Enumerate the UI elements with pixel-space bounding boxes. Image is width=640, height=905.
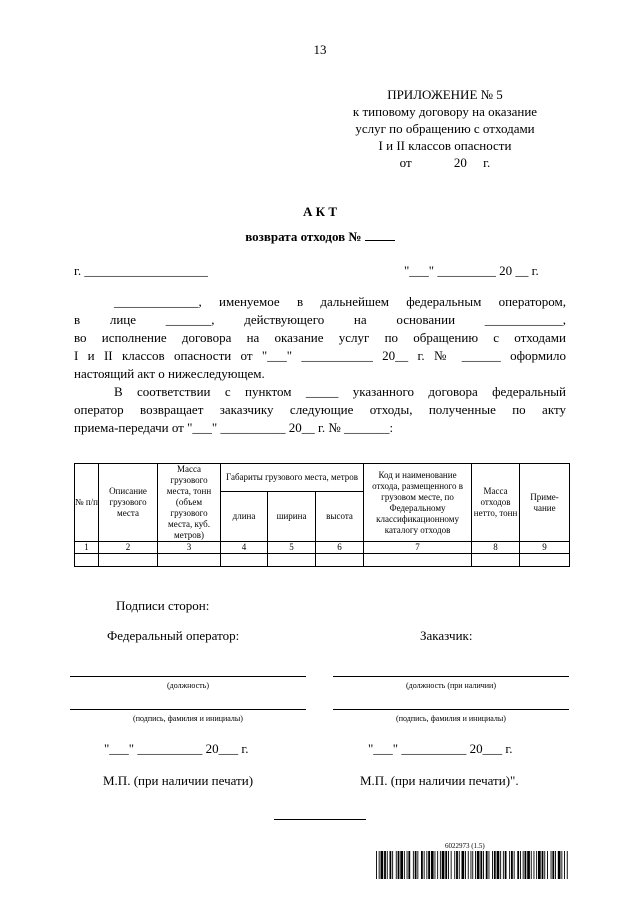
appendix-line: к типовому договору на оказание bbox=[352, 104, 538, 119]
paragraph-1 bbox=[74, 293, 566, 383]
column-number: 7 bbox=[364, 542, 472, 554]
act-subtitle bbox=[0, 229, 640, 245]
appendix-title: ПРИЛОЖЕНИЕ № 5 bbox=[387, 87, 503, 102]
header-length: длина bbox=[221, 491, 268, 541]
date-line: "___" _________ 20 __ г. bbox=[404, 263, 539, 278]
table-cell bbox=[158, 554, 221, 567]
column-number: 6 bbox=[316, 542, 364, 554]
footer-divider bbox=[274, 819, 366, 820]
document-code: 6022973 (1.5) bbox=[445, 842, 485, 850]
column-number: 1 bbox=[75, 542, 99, 554]
table-cell bbox=[268, 554, 316, 567]
table-cell bbox=[472, 554, 520, 567]
header-width: ширина bbox=[268, 491, 316, 541]
appendix-header bbox=[330, 86, 560, 171]
paragraph-line: I и II классов опасности от "___" ___________ 20__ г. № ______ оформило bbox=[74, 348, 566, 363]
column-number: 2 bbox=[99, 542, 158, 554]
header-note: Приме-чание bbox=[520, 464, 570, 542]
table-cell bbox=[99, 554, 158, 567]
position-caption: (должность) bbox=[167, 681, 209, 690]
act-subtitle-text: возврата отходов № bbox=[245, 229, 362, 244]
paragraph-line: оператор возвращает заказчику следующие отходы, полученные по акту bbox=[74, 402, 566, 417]
paragraph-2 bbox=[74, 383, 566, 437]
header-mass: Масса грузового места, тонн (объем грузового места, куб. метров) bbox=[158, 464, 221, 542]
column-number: 5 bbox=[268, 542, 316, 554]
left-seal: М.П. (при наличии печати) bbox=[103, 773, 254, 788]
act-title: А К Т bbox=[303, 204, 337, 219]
federal-operator-label: Федеральный оператор: bbox=[107, 628, 240, 643]
appendix-line: I и II классов опасности bbox=[378, 138, 512, 153]
header-number: № п/п bbox=[75, 464, 99, 542]
column-number: 9 bbox=[520, 542, 570, 554]
header-dimensions: Габариты грузового места, метров bbox=[221, 464, 364, 492]
place-line: г. ___________________ bbox=[74, 263, 208, 278]
page-number: 13 bbox=[313, 42, 327, 57]
table-row-empty bbox=[75, 554, 570, 567]
paragraph-line: В соответствии с пунктом _____ указанного договора федеральный bbox=[114, 384, 566, 399]
signature-caption: (подпись, фамилия и инициалы) bbox=[133, 714, 243, 723]
waste-table bbox=[74, 463, 570, 567]
customer-label: Заказчик: bbox=[420, 628, 473, 643]
right-seal: М.П. (при наличии печати)". bbox=[360, 773, 519, 788]
column-number: 4 bbox=[221, 542, 268, 554]
table-cell bbox=[221, 554, 268, 567]
header-height: высота bbox=[316, 491, 364, 541]
header-waste-code: Код и наименование отхода, размещенного в грузовом месте, по Федеральному классификационному каталогу отходов bbox=[364, 464, 472, 542]
right-date: "___" __________ 20___ г. bbox=[368, 741, 513, 756]
left-date: "___" __________ 20___ г. bbox=[104, 741, 249, 756]
paragraph-line: _____________, именуемое в дальнейшем федеральным оператором, bbox=[114, 294, 566, 309]
signatures-heading: Подписи сторон: bbox=[116, 598, 210, 613]
column-number: 3 bbox=[158, 542, 221, 554]
table-cell bbox=[520, 554, 570, 567]
table-cell bbox=[75, 554, 99, 567]
column-number: 8 bbox=[472, 542, 520, 554]
paragraph-line: приема-передачи от "___" __________ 20__ г. № _______: bbox=[74, 420, 394, 435]
paragraph-line: в лице _______, действующего на основании ____________, bbox=[74, 312, 566, 327]
act-number-blank bbox=[365, 229, 395, 241]
appendix-line: услуг по обращению с отходами bbox=[355, 121, 535, 136]
table-cell bbox=[364, 554, 472, 567]
signature-line bbox=[333, 676, 569, 677]
table-cell bbox=[316, 554, 364, 567]
signature-caption: (подпись, фамилия и инициалы) bbox=[396, 714, 506, 723]
header-net-mass: Масса отходов нетто, тонн bbox=[472, 464, 520, 542]
barcode-icon bbox=[376, 851, 568, 879]
paragraph-line: настоящий акт о нижеследующем. bbox=[74, 366, 265, 381]
appendix-date-line: от 20 г. bbox=[399, 155, 491, 170]
signature-line bbox=[333, 709, 569, 710]
signature-line bbox=[70, 709, 306, 710]
position-caption: (должность (при наличии) bbox=[406, 681, 496, 690]
header-description: Описание грузового места bbox=[99, 464, 158, 542]
signature-line bbox=[70, 676, 306, 677]
paragraph-line: во исполнение договора на оказание услуг по обращению с отходами bbox=[74, 330, 566, 345]
